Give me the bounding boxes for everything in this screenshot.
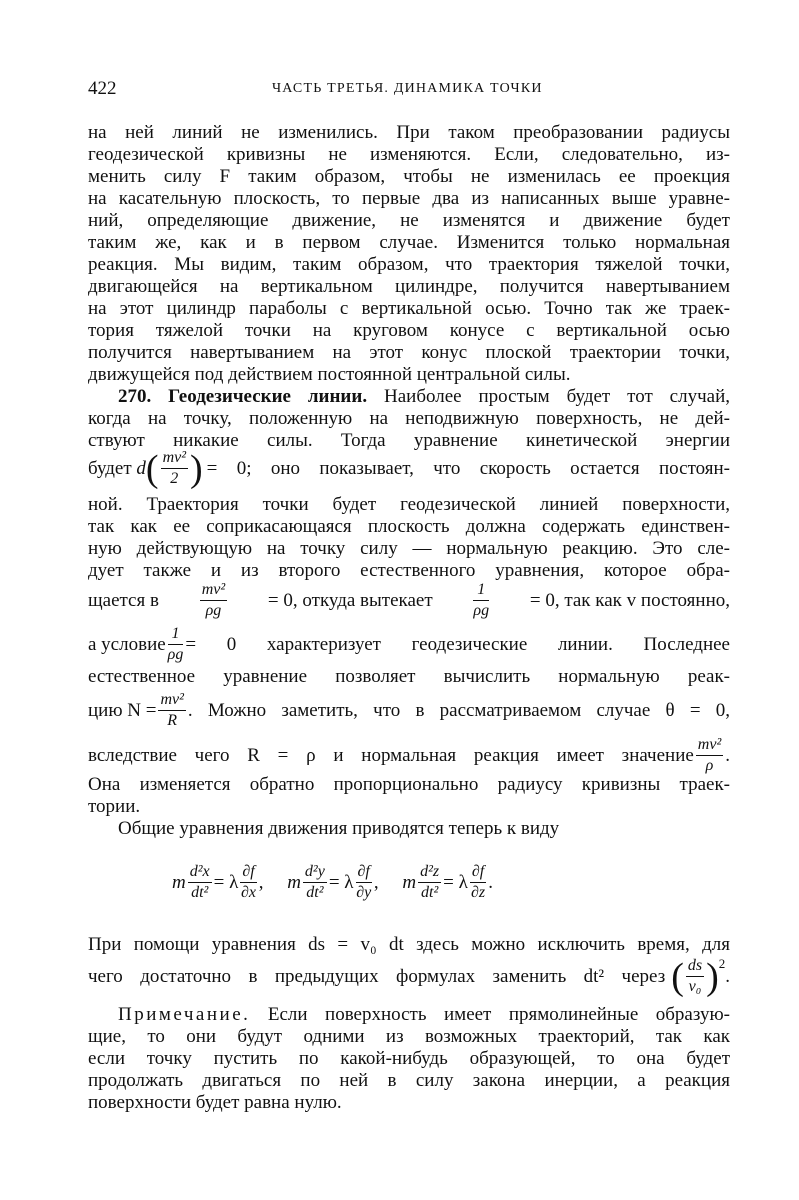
section-270-cont2: [88, 666, 730, 688]
fraction: $\frac{1}{\rho g}$: [167, 625, 184, 663]
text-line: на ней линий не изменились. При таком преобразовании радиусы: [88, 122, 730, 143]
fraction: $\frac{\text{mv²}}{\rho g}$: [201, 581, 226, 619]
text-fragment: будет: [88, 457, 132, 479]
text-line: так как ее соприкасающаяся плоскость должна содержать единствен-: [88, 516, 730, 537]
text-line: тория тяжелой точки на круговом конусе с вертикальной осью: [88, 320, 730, 341]
text-line: геодезической кривизны не изменяются. Если, следовательно, из-: [88, 144, 730, 165]
text-line: реакция. Мы видим, таким образом, что траектория тяжелой точки,: [88, 254, 730, 275]
section-270-cont: [88, 494, 730, 582]
text-line: Общие уравнения движения приводятся теперь к виду: [118, 818, 560, 839]
section-title: 270. Геодезические линии.: [118, 386, 368, 407]
text-fragment: цию N =: [88, 699, 157, 721]
fraction: $\frac{ds}{\text{v₀}}$: [687, 957, 703, 995]
text-line: поверхности будет равна нулю.: [88, 1092, 342, 1113]
text-line: движущейся под действием постоянной центральной силы.: [88, 364, 571, 385]
text-fragment: щается в: [88, 589, 159, 611]
text-fragment: чего достаточно в предыдущих формулах заменить dt² через: [88, 965, 666, 987]
text-line: При помощи уравнения ds = v₀ dt здесь можно исключить время, для: [88, 934, 730, 955]
note: [88, 1004, 730, 1114]
text-line: менить силу F таким образом, чтобы не изменилась ее проекция: [88, 166, 730, 187]
time-elimination: [88, 934, 730, 956]
kinetic-energy-line: [88, 448, 730, 489]
text-fragment: = 0 характеризует геодезические линии. Последнее: [185, 633, 730, 655]
text-line: Если поверхность имеет прямолинейные образую-: [250, 1004, 730, 1025]
text-fragment: . Можно заметить, что в рассматриваемом случае θ = 0,: [187, 699, 730, 721]
text-line: щие, то они будут одними из возможных траекторий, так как: [88, 1026, 730, 1047]
fraction: $\frac{1}{\rho g}$: [473, 581, 490, 619]
paren-open: (: [145, 447, 159, 490]
text-line: ной. Траектория точки будет геодезической линией поверхности,: [88, 494, 730, 515]
text-line: Она изменяется обратно пропорционально радиусу кривизны траек-: [88, 774, 730, 795]
page-number: 422: [88, 78, 117, 99]
math-line-5: чего достаточно в предыдущих формулах заменить dt² через ( $\frac{ds}{\text{v₀}}$ ) $^2$ .: [88, 955, 730, 998]
text-line: на этот цилиндр параболы с вертикальной осью. Точно так же траек-: [88, 298, 730, 319]
text-line: дует также и из второго естественного уравнения, которое обра-: [88, 560, 730, 581]
period: .: [725, 744, 730, 766]
text-line: ствуют никакие силы. Тогда уравнение кинетической энергии: [88, 430, 730, 451]
text-line: ний, определяющие движение, не изменятся и движение будет: [88, 210, 730, 231]
math-line-1: [88, 580, 730, 621]
paren-close: ): [190, 447, 203, 490]
math-line-2: [88, 624, 730, 665]
text-line: ную действующую на точку силу — нормальную реакцию. Это сле-: [88, 538, 730, 559]
section-270-cont3: [88, 774, 730, 818]
fraction: $\frac{\text{mv²}}{\rho}$: [697, 736, 722, 774]
text-fragment: вследствие чего R = ρ и нормальная реакция имеет значение: [88, 744, 694, 766]
text-fragment: = 0, так как v постоянно,: [529, 589, 730, 611]
equations-of-motion: m $\frac{\text{d²x}}{\text{dt²}}$ = λ $\frac{\partial f}{\partial x}$ , m $\frac{\text{d²y}}{\text{dt²}}$ = λ $\frac{\partial f}{\partial y}$ , m $\frac{\text{d²z}}{\text{dt²}}$ = λ $\frac{\partial f}{\partial z}$ .: [172, 863, 493, 901]
text-line: таким же, как и в первом случае. Изменится только нормальная: [88, 232, 730, 253]
paragraph-continuation: [88, 122, 730, 386]
running-head: ЧАСТЬ ТРЕТЬЯ. ДИНАМИКА ТОЧКИ: [272, 81, 543, 96]
math-line-3: [88, 690, 730, 731]
text-fragment: = 0, откуда вытекает: [267, 589, 433, 611]
text-line: когда на точку, положенную на неподвижную поверхность, не дей-: [88, 408, 730, 429]
math-symbol: d: [136, 457, 146, 479]
text-line: если точку пустить по какой-нибудь образующей, то она будет: [88, 1048, 730, 1069]
text-line: продолжать двигаться по ней в силу закона инерции, а реакция: [88, 1070, 730, 1091]
note-label: Примечание.: [118, 1004, 251, 1025]
text-fragment: = 0; оно показывает, что скорость остается постоян-: [206, 457, 730, 479]
fraction: $\frac{\text{mv²}}{R}$: [160, 691, 184, 729]
text-line: Наиболее простым будет тот случай,: [367, 386, 730, 407]
math-line-4: [88, 735, 730, 776]
text-fragment: а условие: [88, 633, 166, 655]
text-line: на касательную плоскость, то первые два из написанных выше уравне-: [88, 188, 730, 209]
general-equations-intro: [88, 818, 730, 840]
section-270: [88, 386, 730, 452]
text-line: тории.: [88, 796, 141, 817]
text-line: естественное уравнение позволяет вычислить нормальную реак-: [88, 666, 730, 687]
text-line: двигающейся на вертикальном цилиндре, получится навертыванием: [88, 276, 730, 297]
text-line: получится навертыванием на этот конус плоской траектории точки,: [88, 342, 730, 363]
fraction: $\frac{\text{mv²}}{2}$: [162, 449, 187, 487]
